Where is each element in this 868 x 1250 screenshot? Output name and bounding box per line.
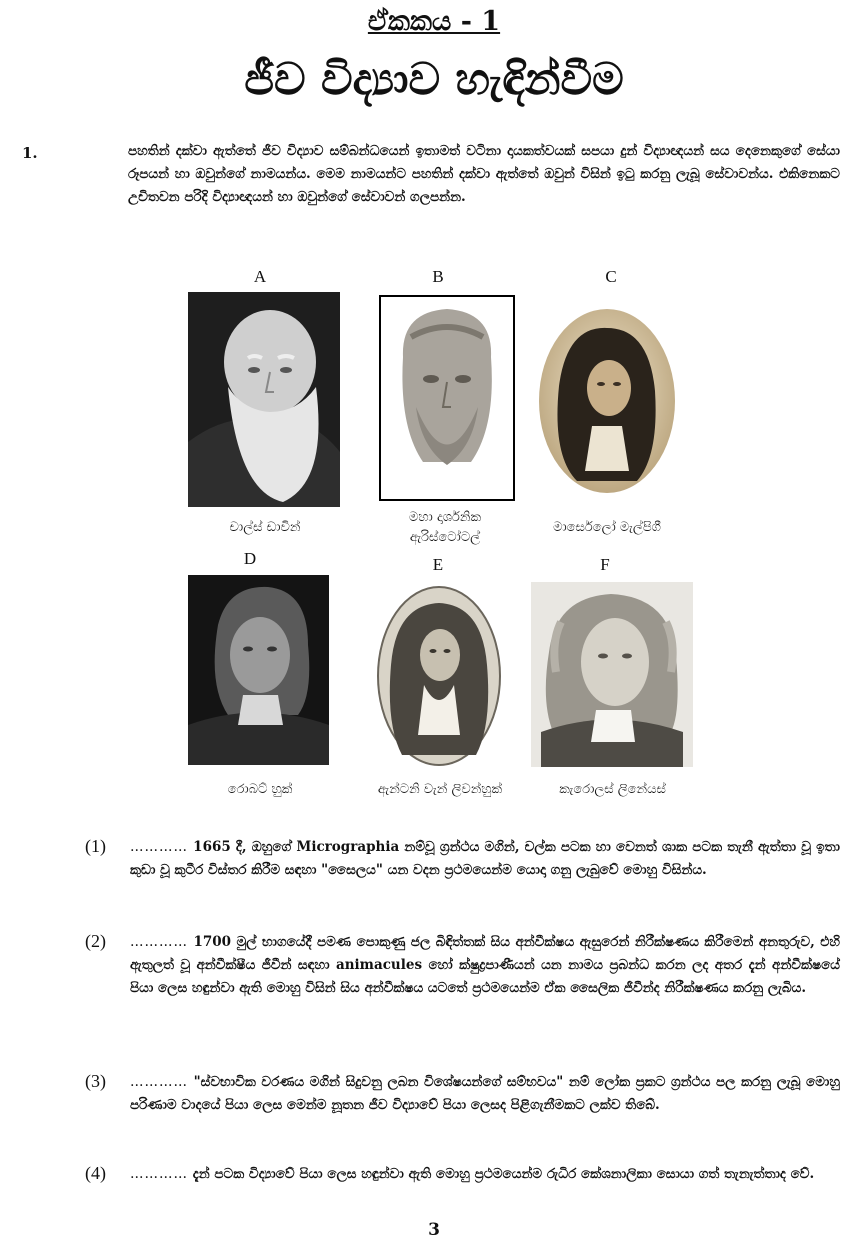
item-description: දැන් පටක විද්‍යාවේ පියා ලෙස හඳුන්වා ඇති මොහු ප්‍රථමයෙන්ම රුධිර කේශනාලිකා සොයා ගත් තැනැත්තාද වේ. [192,1166,815,1182]
scientist-name-b-line2: ඇරිස්ටෝටල් [409,530,481,545]
item-description: "ස්වභාවික වරණය මගින් සිදුවනු ලබන විශේෂයන්ගේ සම්භවය" නම් ලෝක ප්‍රකට ග්‍රන්ථය පල කරනු ලැබූ මොහු පරිණාම වාදයේ පියා ලෙස මෙන්ම නූතන ජීව විද්‍යාවේ පියා ලෙසද පිළිගැනීමකට ලක්ව තිබේ. [130,1074,841,1113]
aristotle-bust [379,295,515,501]
answer-blank: ………… [130,1166,188,1182]
item-number-1: (1) [85,836,106,856]
scientist-name-a: චාල්ස් ඩාවින් [229,520,301,535]
page-number: 3 [428,1220,440,1240]
unit-heading: ඒකකය - 1 [367,6,501,37]
answer-blank: ………… [130,934,188,950]
scientist-name-d: රොබට් හුක් [227,782,293,797]
marcello-malpighi-portrait [537,306,677,496]
portrait-letter-c: C [605,267,617,286]
item-text-3 [130,1071,840,1117]
scientist-name-b-line1: මහා දාර්ශනික [408,510,482,525]
robert-hooke-portrait [188,575,329,765]
portrait-letter-a: A [253,267,267,286]
portrait-letter-b: B [432,267,444,286]
charles-darwin-portrait [188,292,340,507]
page-title: ජීව විද්‍යාව හැඳින්වීම [244,54,624,105]
item-text-4 [130,1163,840,1186]
item-text-1 [130,836,840,882]
item-description: 1700 මුල් භාගයේදී පමණ පොකුණු ජල බිඳිත්තක් සිය අන්වීක්ෂය ඇසුරෙන් නිරීක්ෂණය කිරීමෙන් අනතුරුව, එහි ඇතුලත් වූ අන්වීක්ෂීය ජීවීන් සඳහා animacules හෝ ක්ෂුද්‍රපාණීයන් යන නාමය ප්‍රබන්ධ කරන ලද අතර දැන් අන්වීක්ෂයේ පියා ලෙස හඳුන්වා ඇති මොහු විසින් සිය අන්වීක්ෂය යටතේ ප්‍රථමයෙන්ම ඒක සෛලික ජීවීන්ද නිරීක්ෂණය කරනු ලැබිය. [130,934,840,996]
portrait-letter-d: D [243,549,257,568]
question-number: 1. [22,144,38,162]
item-number-2: (2) [85,931,106,951]
carolus-linnaeus-portrait [531,582,693,767]
item-number-4: (4) [85,1163,106,1183]
scientist-name-e: ඇන්ටනි වැන් ලිවන්හුක් [377,782,503,797]
item-description: 1665 දී, ඔහුගේ Micrographia නම්වූ ග්‍රන්ථය මගින්, චල්ක පටක හා වෙනත් ශාක පටක තැනී ඇත්තා වූ ඉතා කුඩා වූ කුටීර විස්තර කිරීම සඳහා "සෛලය" යන වදන ප්‍රථමයෙන්ම යොදා ගනු ලැබුවේ මොහු විසින්ය. [130,839,840,878]
portrait-letter-f: F [600,555,610,574]
scientist-name-f: කැරොලස් ලිනේයස් [559,782,666,797]
item-text-2 [130,931,840,1000]
antonie-van-leeuwenhoek-portrait [376,585,502,767]
answer-blank: ………… [130,1074,188,1090]
answer-blank: ………… [130,839,188,855]
item-number-3: (3) [85,1071,106,1091]
portrait-letter-e: E [432,555,444,574]
scientist-name-c: මාර්සෙලෝ මැල්පිගී [553,520,661,535]
question-intro: පහතින් දක්වා ඇත්තේ ජීව විද්‍යාව සම්බන්ධයෙන් ඉතාමත් වටිනා දායකත්වයක් සපයා දුන් විද්‍යාඥයන් සය දෙනෙකුගේ සේයා රූපයන් හා ඔවුන්ගේ නාමයන්ය. මෙම නාමයන්ට පහතින් දක්වා ඇත්තේ ඔවුන් විසින් ඉටු කරනු ලැබූ සේවාවන්ය. එකිනෙකට උචිතවන පරිදි විද්‍යාඥයන් හා ඔවුන්ගේ සේවාවන් ගලපන්න. [128,143,840,205]
